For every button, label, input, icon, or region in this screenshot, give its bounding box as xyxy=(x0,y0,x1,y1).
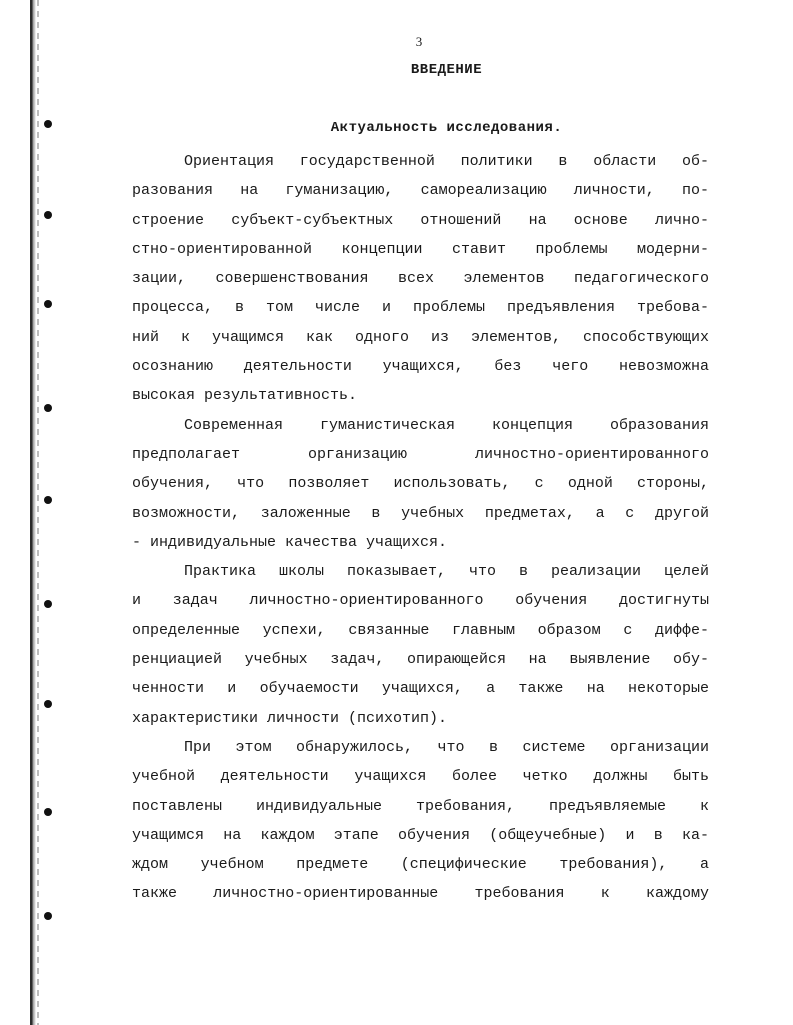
binder-hole xyxy=(44,300,52,308)
text-line: учащимся на каждом этапе обучения (общеучебные) и в ка- xyxy=(132,826,709,844)
text-line: определенные успехи, связанные главным образом с диффе- xyxy=(132,621,709,639)
text-line: Ориентация государственной политики в области об- xyxy=(184,153,709,170)
text-line: зации, совершенствования всех элементов педагогического xyxy=(132,270,709,288)
page-title: ВВЕДЕНИЕ xyxy=(410,62,483,78)
text-line: характеристики личности (психотип). xyxy=(132,709,448,727)
binder-hole xyxy=(44,912,52,920)
body-text xyxy=(132,147,709,909)
binder-hole xyxy=(44,404,52,412)
page-number: 3 xyxy=(415,34,423,49)
text-line: ждом учебном предмете (специфические требования), а xyxy=(132,856,709,874)
text-line: ний к учащимся как одного из элементов, способствующих xyxy=(132,328,709,346)
text-line: поставлены индивидуальные требования, предъявляемые к xyxy=(132,797,709,815)
binding-edge xyxy=(30,0,36,1025)
text-line: стно-ориентированной концепции ставит проблемы модерни- xyxy=(132,240,709,258)
text-line: процесса, в том числе и проблемы предъявления требова- xyxy=(132,299,709,317)
binder-hole xyxy=(44,600,52,608)
text-line: осознанию деятельности учащихся, без чего невозможна xyxy=(132,358,709,376)
text-line: предполагает организацию личностно-ориентированного xyxy=(132,445,709,463)
binder-hole xyxy=(44,211,52,219)
text-line: высокая результативность. xyxy=(132,387,358,405)
text-line: возможности, заложенные в учебных предметах, а с другой xyxy=(132,504,709,522)
text-line: - индивидуальные качества учащихся. xyxy=(132,533,448,551)
text-line: разования на гуманизацию, самореализацию личности, по- xyxy=(132,182,709,200)
section-heading: Актуальность исследования. xyxy=(330,120,563,136)
text-line: и задач личностно-ориентированного обучения достигнуты xyxy=(132,592,709,610)
text-line: учебной деятельности учащихся более четко должны быть xyxy=(132,768,709,786)
binder-hole xyxy=(44,700,52,708)
binder-hole xyxy=(44,496,52,504)
text-line: ченности и обучаемости учащихся, а также на некоторые xyxy=(132,680,709,698)
text-line: обучения, что позволяет использовать, с одной стороны, xyxy=(132,475,709,493)
text-line: При этом обнаружилось, что в системе организации xyxy=(184,738,709,756)
text-line: Современная гуманистическая концепция образования xyxy=(184,416,709,434)
text-line: также личностно-ориентированные требования к каждому xyxy=(132,885,709,903)
text-line: строение субъект-субъектных отношений на основе лично- xyxy=(132,211,709,229)
text-line: ренциацией учебных задач, опирающейся на выявление обу- xyxy=(132,651,709,669)
binding-edge-shadow xyxy=(37,0,39,1025)
binder-hole xyxy=(44,808,52,816)
text-line: Практика школы показывает, что в реализации целей xyxy=(184,563,709,581)
